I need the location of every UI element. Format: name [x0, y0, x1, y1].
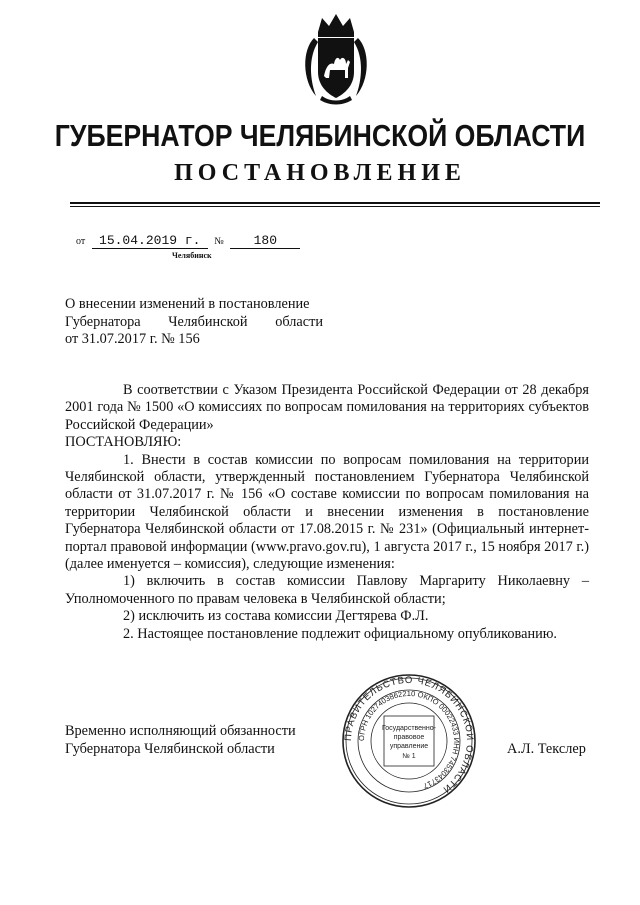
number-label: №	[214, 236, 224, 247]
document-body	[65, 382, 589, 643]
item-1-paragraph: 1. Внести в состав комиссии по вопросам помилования на территории Челябинской области, утвержденный постановлением Губернатора Челябинской области от 31.07.2017 г. № 156 «О составе комиссии по вопросам помилования на территории Челябинской области и внесении изменения в постановление Губернатора Челябинской области от 17.08.2015 г. № 231» (Официальный интернет-портал правовой информации (www.pravo.gov.ru), 1 августа 2017 г., 15 ноября 2017 г.) (далее именуется – комиссия), следующие изменения:	[65, 451, 589, 573]
document-number: 180	[230, 234, 300, 249]
seal-ring-text: ОГРН 1027403862210 ОКПО 00022433 ИНН 7453043717	[356, 688, 462, 791]
from-label: от	[76, 236, 86, 247]
signer-name: А.Л. Текслер	[507, 741, 586, 757]
seal-center-line: правовое	[393, 734, 425, 741]
seal-center-line: управление	[389, 743, 429, 750]
header-divider-thin	[70, 206, 600, 207]
signer-position-line: Временно исполняющий обязанности	[65, 723, 296, 739]
document-subject	[65, 296, 323, 349]
signer-position	[65, 722, 296, 758]
organization-title: ГУБЕРНАТОР ЧЕЛЯБИНСКОЙ ОБЛАСТИ	[54, 118, 586, 153]
city-name: Челябинск	[172, 251, 212, 260]
seal-outer-text: ПРАВИТЕЛЬСТВО ЧЕЛЯБИНСКОЙ ОБЛАСТИ	[342, 674, 476, 796]
document-type-title: ПОСТАНОВЛЕНИЕ	[174, 160, 466, 186]
subitem-2-paragraph: 2) исключить из состава комиссии Дегтярева Ф.Л.	[123, 608, 429, 625]
subject-line: О внесении изменений в постановление	[65, 296, 310, 312]
seal-center-line: Государственно-	[381, 725, 437, 732]
subject-line: от 31.07.2017 г. № 156	[65, 331, 200, 348]
subitem-1-paragraph: 1) включить в состав комиссии Павлову Маргариту Николаевну – Уполномоченного по правам человека в Челябинской области;	[65, 573, 589, 607]
preamble-paragraph: В соответствии с Указом Президента Российской Федерации от 28 декабря 2001 года № 1500 «О комиссиях по вопросам помилования на территориях субъектов Российской Федерации»	[65, 382, 589, 433]
official-seal-stamp	[340, 672, 478, 810]
header-divider-thick	[70, 202, 600, 204]
document-date: 15.04.2019 г.	[92, 234, 208, 249]
subject-line: Губернатора Челябинской области	[65, 313, 323, 330]
signer-position-line: Губернатора Челябинской области	[65, 741, 275, 757]
resolve-word: ПОСТАНОВЛЯЮ:	[65, 434, 182, 451]
seal-center-line: № 1	[402, 753, 416, 760]
coat-of-arms-emblem	[296, 10, 376, 106]
item-2-paragraph: 2. Настоящее постановление подлежит официальному опубликованию.	[123, 625, 558, 642]
